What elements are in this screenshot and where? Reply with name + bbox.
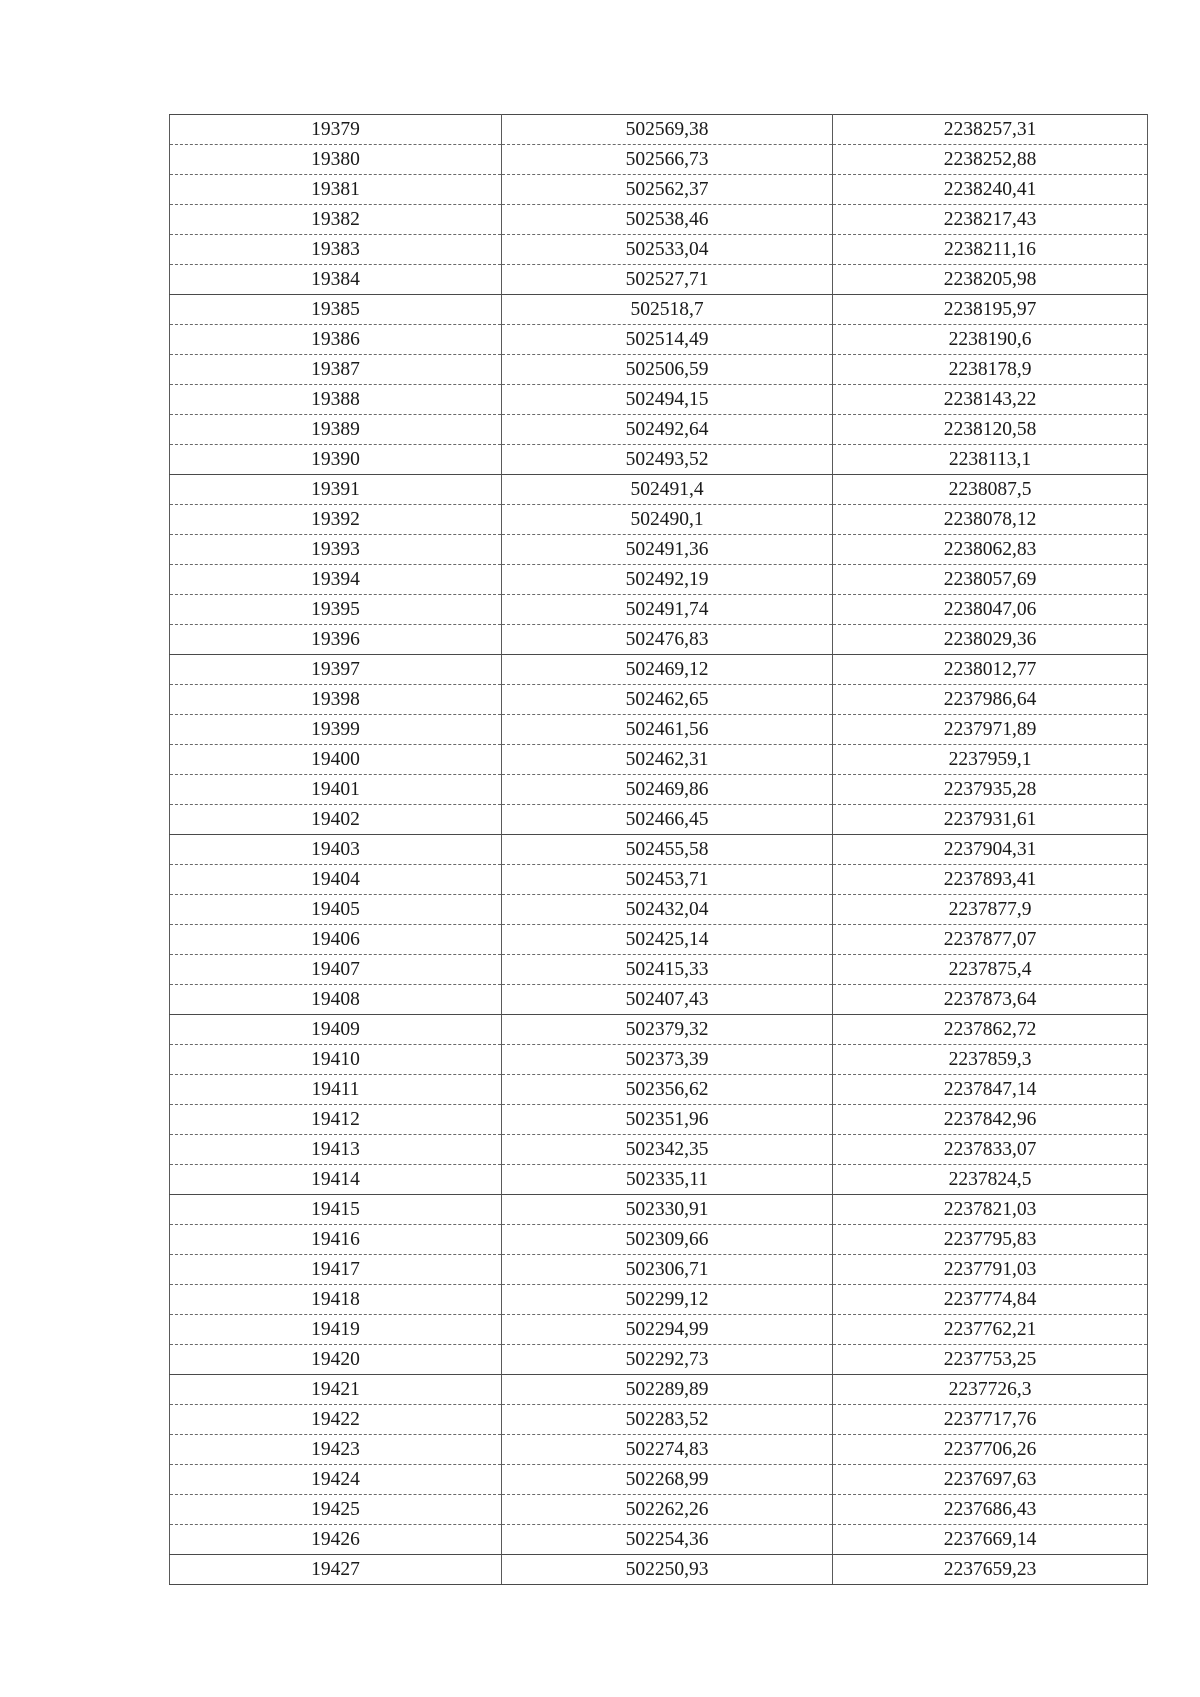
x-coordinate-cell: 502379,32 [502,1015,833,1045]
point-number-cell: 19418 [170,1285,502,1315]
x-coordinate-cell: 502469,86 [502,775,833,805]
table-row [170,805,1148,835]
x-coordinate-cell: 502569,38 [502,115,833,145]
table-row [170,1285,1148,1315]
point-number-cell: 19419 [170,1315,502,1345]
point-number-cell: 19427 [170,1555,502,1585]
table-row [170,1465,1148,1495]
x-coordinate-cell: 502492,64 [502,415,833,445]
table-row [170,1525,1148,1555]
y-coordinate-cell: 2237726,3 [833,1375,1148,1405]
x-coordinate-cell: 502373,39 [502,1045,833,1075]
y-coordinate-cell: 2237762,21 [833,1315,1148,1345]
x-coordinate-cell: 502425,14 [502,925,833,955]
y-coordinate-cell: 2237862,72 [833,1015,1148,1045]
y-coordinate-cell: 2238143,22 [833,385,1148,415]
table-row [170,1135,1148,1165]
point-number-cell: 19404 [170,865,502,895]
x-coordinate-cell: 502462,31 [502,745,833,775]
y-coordinate-cell: 2238252,88 [833,145,1148,175]
point-number-cell: 19413 [170,1135,502,1165]
x-coordinate-cell: 502538,46 [502,205,833,235]
x-coordinate-cell: 502566,73 [502,145,833,175]
y-coordinate-cell: 2238087,5 [833,475,1148,505]
table-row [170,1255,1148,1285]
table-row [170,1075,1148,1105]
point-number-cell: 19398 [170,685,502,715]
point-number-cell: 19389 [170,415,502,445]
point-number-cell: 19407 [170,955,502,985]
x-coordinate-cell: 502309,66 [502,1225,833,1255]
table-row [170,985,1148,1015]
y-coordinate-cell: 2238257,31 [833,115,1148,145]
point-number-cell: 19423 [170,1435,502,1465]
y-coordinate-cell: 2237669,14 [833,1525,1148,1555]
table-row [170,1435,1148,1465]
x-coordinate-cell: 502533,04 [502,235,833,265]
y-coordinate-cell: 2237959,1 [833,745,1148,775]
x-coordinate-cell: 502490,1 [502,505,833,535]
y-coordinate-cell: 2238078,12 [833,505,1148,535]
x-coordinate-cell: 502469,12 [502,655,833,685]
table-row [170,325,1148,355]
x-coordinate-cell: 502432,04 [502,895,833,925]
y-coordinate-cell: 2238062,83 [833,535,1148,565]
table-row [170,505,1148,535]
table-row [170,1345,1148,1375]
table-row [170,685,1148,715]
table-row [170,1195,1148,1225]
point-number-cell: 19393 [170,535,502,565]
y-coordinate-cell: 2237833,07 [833,1135,1148,1165]
point-number-cell: 19409 [170,1015,502,1045]
point-number-cell: 19410 [170,1045,502,1075]
point-number-cell: 19406 [170,925,502,955]
x-coordinate-cell: 502356,62 [502,1075,833,1105]
x-coordinate-cell: 502294,99 [502,1315,833,1345]
x-coordinate-cell: 502407,43 [502,985,833,1015]
table-row [170,1105,1148,1135]
table-row [170,1375,1148,1405]
table-row [170,1015,1148,1045]
table-row [170,715,1148,745]
table-row [170,115,1148,145]
y-coordinate-cell: 2238047,06 [833,595,1148,625]
y-coordinate-cell: 2237847,14 [833,1075,1148,1105]
x-coordinate-cell: 502250,93 [502,1555,833,1585]
y-coordinate-cell: 2237877,07 [833,925,1148,955]
y-coordinate-cell: 2237859,3 [833,1045,1148,1075]
table-row [170,865,1148,895]
point-number-cell: 19416 [170,1225,502,1255]
table-row [170,385,1148,415]
table-row [170,775,1148,805]
x-coordinate-cell: 502292,73 [502,1345,833,1375]
table-row [170,955,1148,985]
y-coordinate-cell: 2237971,89 [833,715,1148,745]
point-number-cell: 19380 [170,145,502,175]
point-number-cell: 19421 [170,1375,502,1405]
point-number-cell: 19415 [170,1195,502,1225]
point-number-cell: 19399 [170,715,502,745]
y-coordinate-cell: 2237697,63 [833,1465,1148,1495]
x-coordinate-cell: 502506,59 [502,355,833,385]
table-row [170,205,1148,235]
point-number-cell: 19395 [170,595,502,625]
y-coordinate-cell: 2238113,1 [833,445,1148,475]
point-number-cell: 19408 [170,985,502,1015]
table-row [170,1165,1148,1195]
y-coordinate-cell: 2238012,77 [833,655,1148,685]
point-number-cell: 19387 [170,355,502,385]
y-coordinate-cell: 2238029,36 [833,625,1148,655]
x-coordinate-cell: 502514,49 [502,325,833,355]
table-row [170,295,1148,325]
y-coordinate-cell: 2237824,5 [833,1165,1148,1195]
table-row [170,1495,1148,1525]
point-number-cell: 19390 [170,445,502,475]
point-number-cell: 19385 [170,295,502,325]
table-row [170,625,1148,655]
x-coordinate-cell: 502342,35 [502,1135,833,1165]
table-row [170,1045,1148,1075]
point-number-cell: 19401 [170,775,502,805]
y-coordinate-cell: 2237875,4 [833,955,1148,985]
x-coordinate-cell: 502254,36 [502,1525,833,1555]
point-number-cell: 19403 [170,835,502,865]
point-number-cell: 19386 [170,325,502,355]
x-coordinate-cell: 502562,37 [502,175,833,205]
x-coordinate-cell: 502274,83 [502,1435,833,1465]
y-coordinate-cell: 2237795,83 [833,1225,1148,1255]
x-coordinate-cell: 502289,89 [502,1375,833,1405]
table-row [170,355,1148,385]
table-row [170,835,1148,865]
table-row [170,145,1148,175]
x-coordinate-cell: 502476,83 [502,625,833,655]
point-number-cell: 19411 [170,1075,502,1105]
y-coordinate-cell: 2238205,98 [833,265,1148,295]
y-coordinate-cell: 2237717,76 [833,1405,1148,1435]
table-row [170,745,1148,775]
y-coordinate-cell: 2238120,58 [833,415,1148,445]
y-coordinate-cell: 2237774,84 [833,1285,1148,1315]
point-number-cell: 19414 [170,1165,502,1195]
point-number-cell: 19426 [170,1525,502,1555]
point-number-cell: 19417 [170,1255,502,1285]
table-row [170,895,1148,925]
table-row [170,235,1148,265]
x-coordinate-cell: 502306,71 [502,1255,833,1285]
table-row [170,535,1148,565]
y-coordinate-cell: 2238240,41 [833,175,1148,205]
point-number-cell: 19392 [170,505,502,535]
point-number-cell: 19382 [170,205,502,235]
x-coordinate-cell: 502492,19 [502,565,833,595]
point-number-cell: 19381 [170,175,502,205]
y-coordinate-cell: 2237931,61 [833,805,1148,835]
table-row [170,1405,1148,1435]
y-coordinate-cell: 2237986,64 [833,685,1148,715]
point-number-cell: 19424 [170,1465,502,1495]
x-coordinate-cell: 502351,96 [502,1105,833,1135]
x-coordinate-cell: 502466,45 [502,805,833,835]
x-coordinate-cell: 502527,71 [502,265,833,295]
table-row [170,1315,1148,1345]
x-coordinate-cell: 502330,91 [502,1195,833,1225]
y-coordinate-cell: 2238211,16 [833,235,1148,265]
y-coordinate-cell: 2237791,03 [833,1255,1148,1285]
y-coordinate-cell: 2238178,9 [833,355,1148,385]
table-row [170,265,1148,295]
point-number-cell: 19396 [170,625,502,655]
y-coordinate-cell: 2237753,25 [833,1345,1148,1375]
y-coordinate-cell: 2237877,9 [833,895,1148,925]
point-number-cell: 19391 [170,475,502,505]
y-coordinate-cell: 2238217,43 [833,205,1148,235]
y-coordinate-cell: 2237904,31 [833,835,1148,865]
coordinates-table-body [170,115,1148,1585]
x-coordinate-cell: 502518,7 [502,295,833,325]
point-number-cell: 19402 [170,805,502,835]
table-row [170,655,1148,685]
y-coordinate-cell: 2237935,28 [833,775,1148,805]
x-coordinate-cell: 502453,71 [502,865,833,895]
point-number-cell: 19420 [170,1345,502,1375]
y-coordinate-cell: 2237873,64 [833,985,1148,1015]
x-coordinate-cell: 502415,33 [502,955,833,985]
y-coordinate-cell: 2237706,26 [833,1435,1148,1465]
table-row [170,565,1148,595]
point-number-cell: 19397 [170,655,502,685]
point-number-cell: 19422 [170,1405,502,1435]
y-coordinate-cell: 2237893,41 [833,865,1148,895]
point-number-cell: 19400 [170,745,502,775]
x-coordinate-cell: 502462,65 [502,685,833,715]
x-coordinate-cell: 502335,11 [502,1165,833,1195]
x-coordinate-cell: 502494,15 [502,385,833,415]
coordinates-table [169,114,1148,1585]
point-number-cell: 19383 [170,235,502,265]
point-number-cell: 19394 [170,565,502,595]
y-coordinate-cell: 2237821,03 [833,1195,1148,1225]
table-row [170,1225,1148,1255]
table-row [170,475,1148,505]
x-coordinate-cell: 502491,4 [502,475,833,505]
x-coordinate-cell: 502491,36 [502,535,833,565]
x-coordinate-cell: 502299,12 [502,1285,833,1315]
y-coordinate-cell: 2237686,43 [833,1495,1148,1525]
table-row [170,1555,1148,1585]
table-row [170,175,1148,205]
point-number-cell: 19412 [170,1105,502,1135]
y-coordinate-cell: 2238195,97 [833,295,1148,325]
x-coordinate-cell: 502283,52 [502,1405,833,1435]
x-coordinate-cell: 502268,99 [502,1465,833,1495]
x-coordinate-cell: 502493,52 [502,445,833,475]
x-coordinate-cell: 502461,56 [502,715,833,745]
point-number-cell: 19388 [170,385,502,415]
table-row [170,415,1148,445]
x-coordinate-cell: 502262,26 [502,1495,833,1525]
table-row [170,445,1148,475]
y-coordinate-cell: 2238190,6 [833,325,1148,355]
x-coordinate-cell: 502455,58 [502,835,833,865]
y-coordinate-cell: 2237842,96 [833,1105,1148,1135]
point-number-cell: 19405 [170,895,502,925]
table-row [170,595,1148,625]
y-coordinate-cell: 2238057,69 [833,565,1148,595]
x-coordinate-cell: 502491,74 [502,595,833,625]
y-coordinate-cell: 2237659,23 [833,1555,1148,1585]
point-number-cell: 19425 [170,1495,502,1525]
table-row [170,925,1148,955]
point-number-cell: 19384 [170,265,502,295]
point-number-cell: 19379 [170,115,502,145]
